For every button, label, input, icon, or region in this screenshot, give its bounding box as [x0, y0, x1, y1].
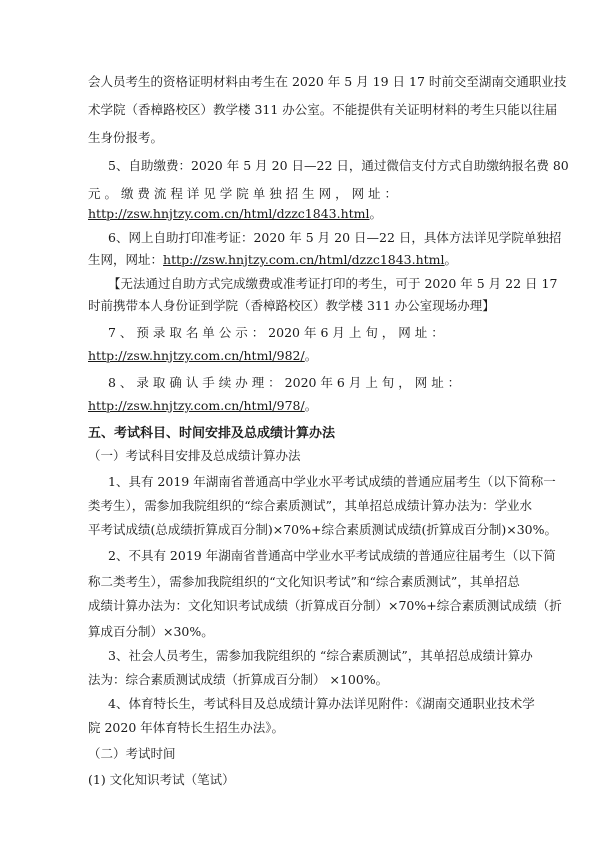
- subsection-heading: （二）考试时间: [88, 746, 176, 761]
- paragraph-line: 成绩计算办法为：文化知识考试成绩（折算成百分制）×70%+综合素质测试成绩（折: [88, 598, 562, 613]
- item-7-line: 7 、 预 录 取 名 单 公 示 ： 2020 年 6 月 上 旬 ， 网 址 ：: [108, 325, 444, 340]
- paragraph-line: 平考试成绩(总成绩折算成百分制)×70%+综合素质测试成绩(折算成百分制)×30%。: [88, 522, 557, 537]
- punctuation: 。: [304, 398, 318, 413]
- paragraph-line: 术学院（香樟路校区）教学楼 311 办公室。不能提供有关证明材料的考生只能以往届: [88, 102, 558, 117]
- punctuation: 。: [304, 348, 318, 363]
- paragraph-line: 院 2020 年体育特长生招生办法》。: [88, 720, 285, 735]
- paragraph-line: 3、社会人员考生，需参加我院组织的 “综合素质测试”，其单招总成绩计算办: [108, 648, 533, 663]
- paragraph-line: 法为：综合素质测试成绩（折算成百分制） ×100%。: [88, 672, 389, 687]
- item-8-line: 8 、 录 取 确 认 手 续 办 理 ： 2020 年 6 月 上 旬 ， 网 址 ：: [108, 375, 461, 390]
- item-7-url-line: [88, 348, 513, 364]
- payment-link[interactable]: http://zsw.hnjtzy.com.cn/html/dzzc1843.html: [88, 206, 370, 221]
- item-8-url-line: [88, 398, 513, 414]
- subsection-heading: （一）考试科目安排及总成绩计算办法: [88, 448, 301, 463]
- paragraph-line: 4、体育特长生，考试科目及总成绩计算办法详见附件：《湖南交通职业技术学: [108, 696, 535, 711]
- admission-confirm-link[interactable]: http://zsw.hnjtzy.com.cn/html/978/: [88, 398, 305, 413]
- item-5-line: 5、自助缴费：2020 年 5 月 20 日—22 日，通过微信支付方式自助缴纳报名费 80: [108, 158, 569, 173]
- paragraph-line: 称二类考生），需参加我院组织的“文化知识考试”和“综合素质测试”，其单招总: [88, 574, 520, 589]
- note-line: 时前携带本人身份证到学院（香樟路校区）教学楼 311 办公室现场办理】: [88, 298, 495, 313]
- paragraph-line: 1、具有 2019 年湖南省普通高中学业水平考试成绩的普通应届考生（以下简称一: [108, 474, 556, 489]
- url-prefix: 生网，网址：: [88, 252, 164, 267]
- note-line: 【无法通过自助方式完成缴费或准考证打印的考生，可于 2020 年 5 月 22 日 17: [108, 276, 558, 291]
- item-5-url-line: [88, 206, 513, 222]
- paragraph-line: 会人员考生的资格证明材料由考生在 2020 年 5 月 19 日 17 时前交至湖南交通职业技: [88, 74, 567, 89]
- paragraph-line: 2、不具有 2019 年湖南省普通高中学业水平考试成绩的普通应往届考生（以下简: [108, 548, 556, 563]
- pre-admission-link[interactable]: http://zsw.hnjtzy.com.cn/html/982/: [88, 348, 305, 363]
- paragraph-line: 算成百分制）×30%。: [88, 624, 214, 639]
- item-5-line: 元 。 缴 费 流 程 详 见 学 院 单 独 招 生 网 ， 网 址 ：: [88, 186, 398, 201]
- item-6-line: 6、网上自助打印准考证：2020 年 5 月 20 日—22 日，具体方法详见学院单独招: [108, 230, 562, 245]
- punctuation: 。: [444, 252, 458, 267]
- paragraph-line: 生身份报考。: [88, 130, 164, 145]
- list-item: (1) 文化知识考试（笔试）: [88, 772, 235, 787]
- item-6-url-line: [88, 252, 513, 268]
- section-heading: 五、考试科目、时间安排及总成绩计算办法: [88, 426, 336, 441]
- admit-card-link[interactable]: http://zsw.hnjtzy.com.cn/html/dzzc1843.html: [163, 252, 445, 267]
- punctuation: 。: [369, 206, 383, 221]
- paragraph-line: 类考生），需参加我院组织的“综合素质测试”，其单招总成绩计算办法为：学业水: [88, 498, 533, 513]
